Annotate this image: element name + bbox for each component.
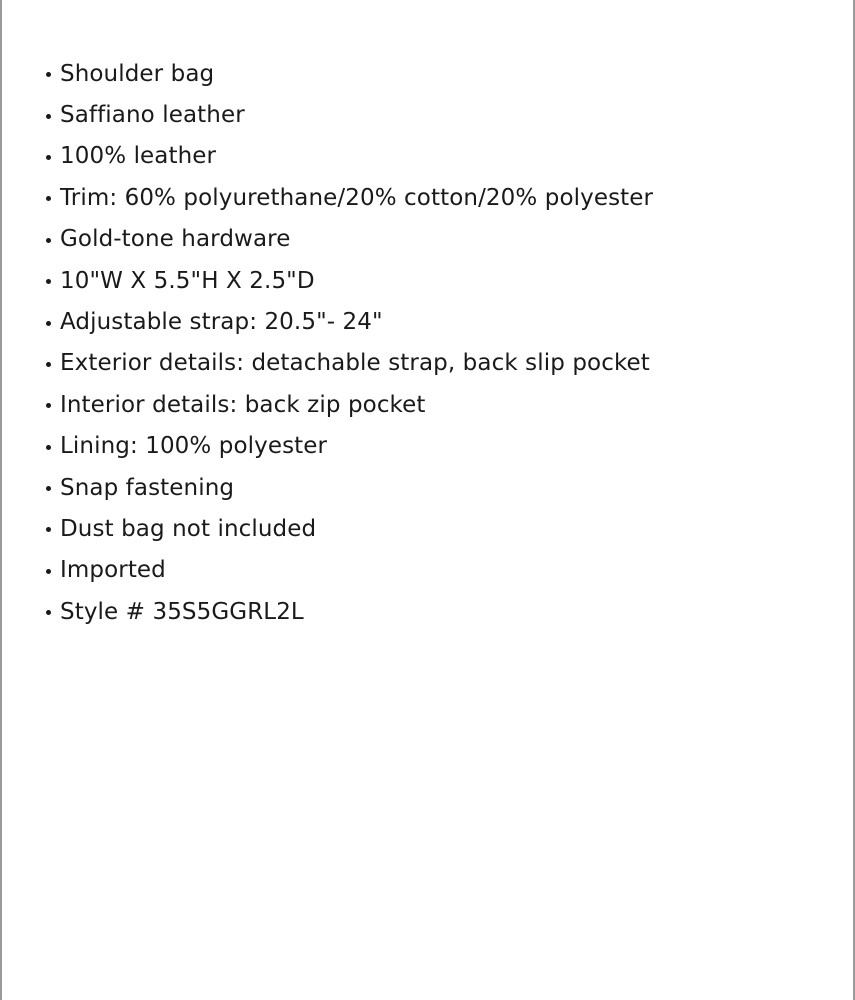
detail-text: 100% leather: [60, 143, 217, 170]
list-item: [46, 260, 653, 301]
list-item: [46, 467, 653, 508]
detail-text: Shoulder bag: [60, 60, 215, 87]
list-item: [46, 301, 653, 342]
bullet-icon: [46, 403, 51, 408]
list-item: [46, 426, 653, 467]
detail-text: Snap fastening: [60, 474, 235, 501]
bullet-icon: [46, 321, 51, 326]
detail-text: Exterior details: detachable strap, back slip pocket: [60, 350, 650, 377]
bullet-icon: [46, 486, 51, 491]
detail-text: Gold-tone hardware: [60, 226, 291, 253]
list-item: [46, 53, 653, 94]
detail-text: Lining: 100% polyester: [60, 433, 328, 460]
detail-text: Trim: 60% polyurethane/20% cotton/20% polyester: [60, 184, 654, 211]
bullet-icon: [46, 362, 51, 367]
list-item: [46, 384, 653, 425]
bullet-icon: [46, 445, 51, 450]
detail-text: 10"W X 5.5"H X 2.5"D: [60, 267, 315, 294]
list-item: [46, 508, 653, 549]
bullet-icon: [46, 569, 51, 574]
bullet-icon: [46, 72, 51, 77]
detail-text: Imported: [60, 557, 166, 584]
bullet-icon: [46, 610, 51, 615]
list-item: [46, 219, 653, 260]
product-details-list: [46, 53, 653, 632]
detail-text: Dust bag not included: [60, 515, 317, 542]
list-item: [46, 136, 653, 177]
list-item: [46, 177, 653, 218]
list-item: [46, 94, 653, 135]
detail-text: Interior details: back zip pocket: [60, 391, 426, 418]
list-item: [46, 591, 653, 632]
bullet-icon: [46, 196, 51, 201]
bullet-icon: [46, 527, 51, 532]
bullet-icon: [46, 114, 51, 119]
bullet-icon: [46, 279, 51, 284]
detail-text: Style # 35S5GGRL2L: [60, 598, 304, 625]
list-item: [46, 343, 653, 384]
detail-text: Saffiano leather: [60, 102, 245, 129]
bullet-icon: [46, 238, 51, 243]
bullet-icon: [46, 155, 51, 160]
list-item: [46, 550, 653, 591]
detail-text: Adjustable strap: 20.5"- 24": [60, 309, 383, 336]
